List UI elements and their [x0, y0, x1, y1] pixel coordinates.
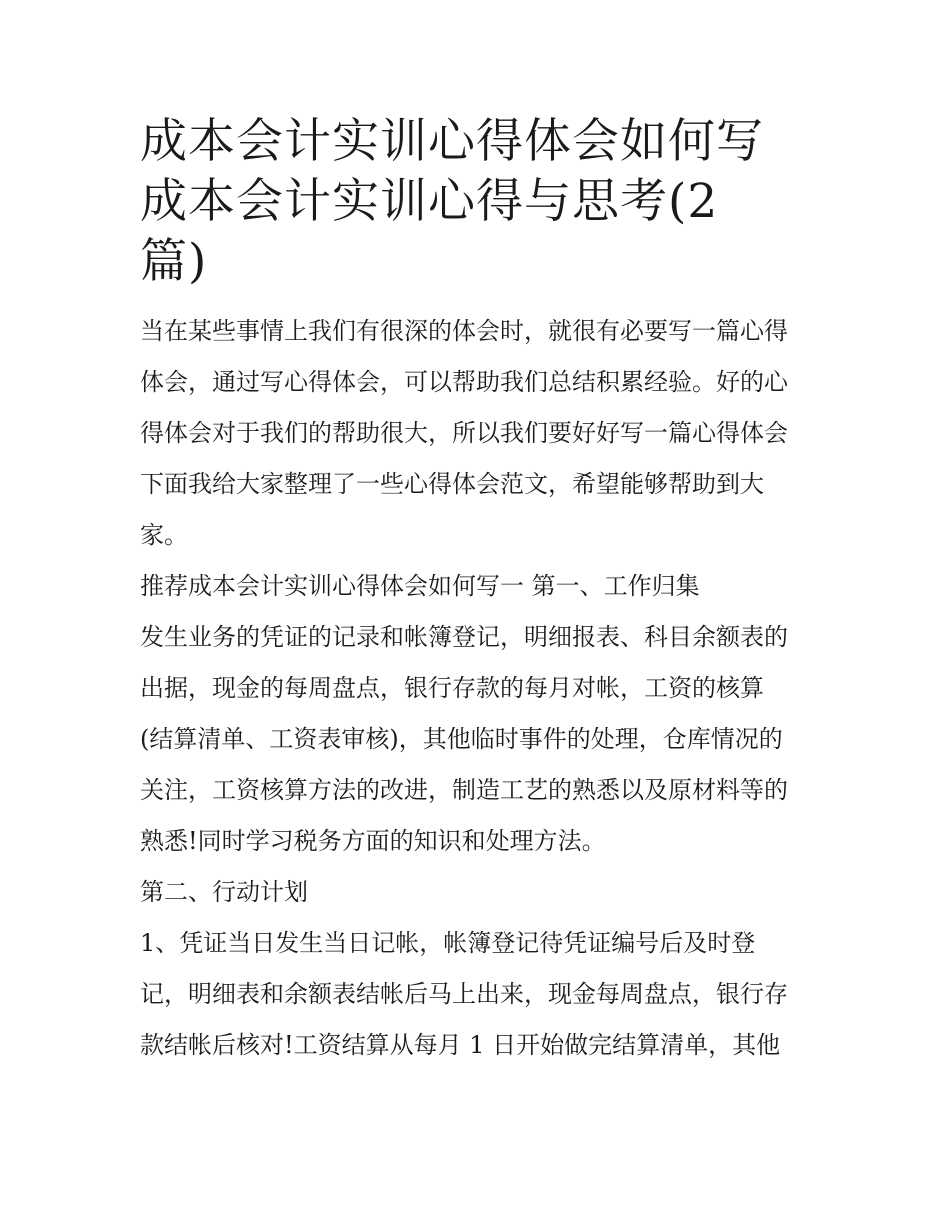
- text-line: 记，明细表和余额表结帐后马上出来，现金每周盘点，银行存: [140, 980, 788, 1008]
- intro-paragraph: [140, 306, 820, 561]
- text-line: 得体会对于我们的帮助很大，所以我们要好好写一篇心得体会: [140, 419, 788, 447]
- section-heading: 推荐成本会计实训心得体会如何写一 第一、工作归集: [140, 572, 700, 600]
- section-heading: 第二、行动计划: [140, 878, 308, 906]
- title-line: 篇): [140, 234, 208, 289]
- text-line: 款结帐后核对!工资结算从每月 1 日开始做完结算清单，其他: [140, 1031, 781, 1059]
- text-line: (结算清单、工资表审核)，其他临时事件的处理，仓库情况的: [140, 725, 783, 753]
- text-line: 发生业务的凭证的记录和帐簿登记，明细报表、科目余额表的: [140, 623, 788, 651]
- section1-paragraph: [140, 612, 820, 867]
- document-title: [140, 112, 820, 292]
- text-line: 关注，工资核算方法的改进，制造工艺的熟悉以及原材料等的: [140, 776, 788, 804]
- section2-paragraph: [140, 918, 820, 1071]
- text-line: 1、凭证当日发生当日记帐，帐簿登记待凭证编号后及时登: [140, 929, 756, 957]
- title-line: 成本会计实训心得体会如何写: [140, 114, 764, 169]
- text-line: 家。: [140, 521, 188, 549]
- text-line: 当在某些事情上我们有很深的体会时，就很有必要写一篇心得: [140, 317, 788, 345]
- text-line: 体会，通过写心得体会，可以帮助我们总结积累经验。好的心: [140, 368, 788, 396]
- text-line: 出据，现金的每周盘点，银行存款的每月对帐，工资的核算: [140, 674, 764, 702]
- text-line: 下面我给大家整理了一些心得体会范文，希望能够帮助到大: [140, 470, 764, 498]
- text-line: 熟悉!同时学习税务方面的知识和处理方法。: [140, 827, 606, 855]
- title-line: 成本会计实训心得与思考(2: [140, 174, 719, 229]
- document-page: [140, 112, 820, 1071]
